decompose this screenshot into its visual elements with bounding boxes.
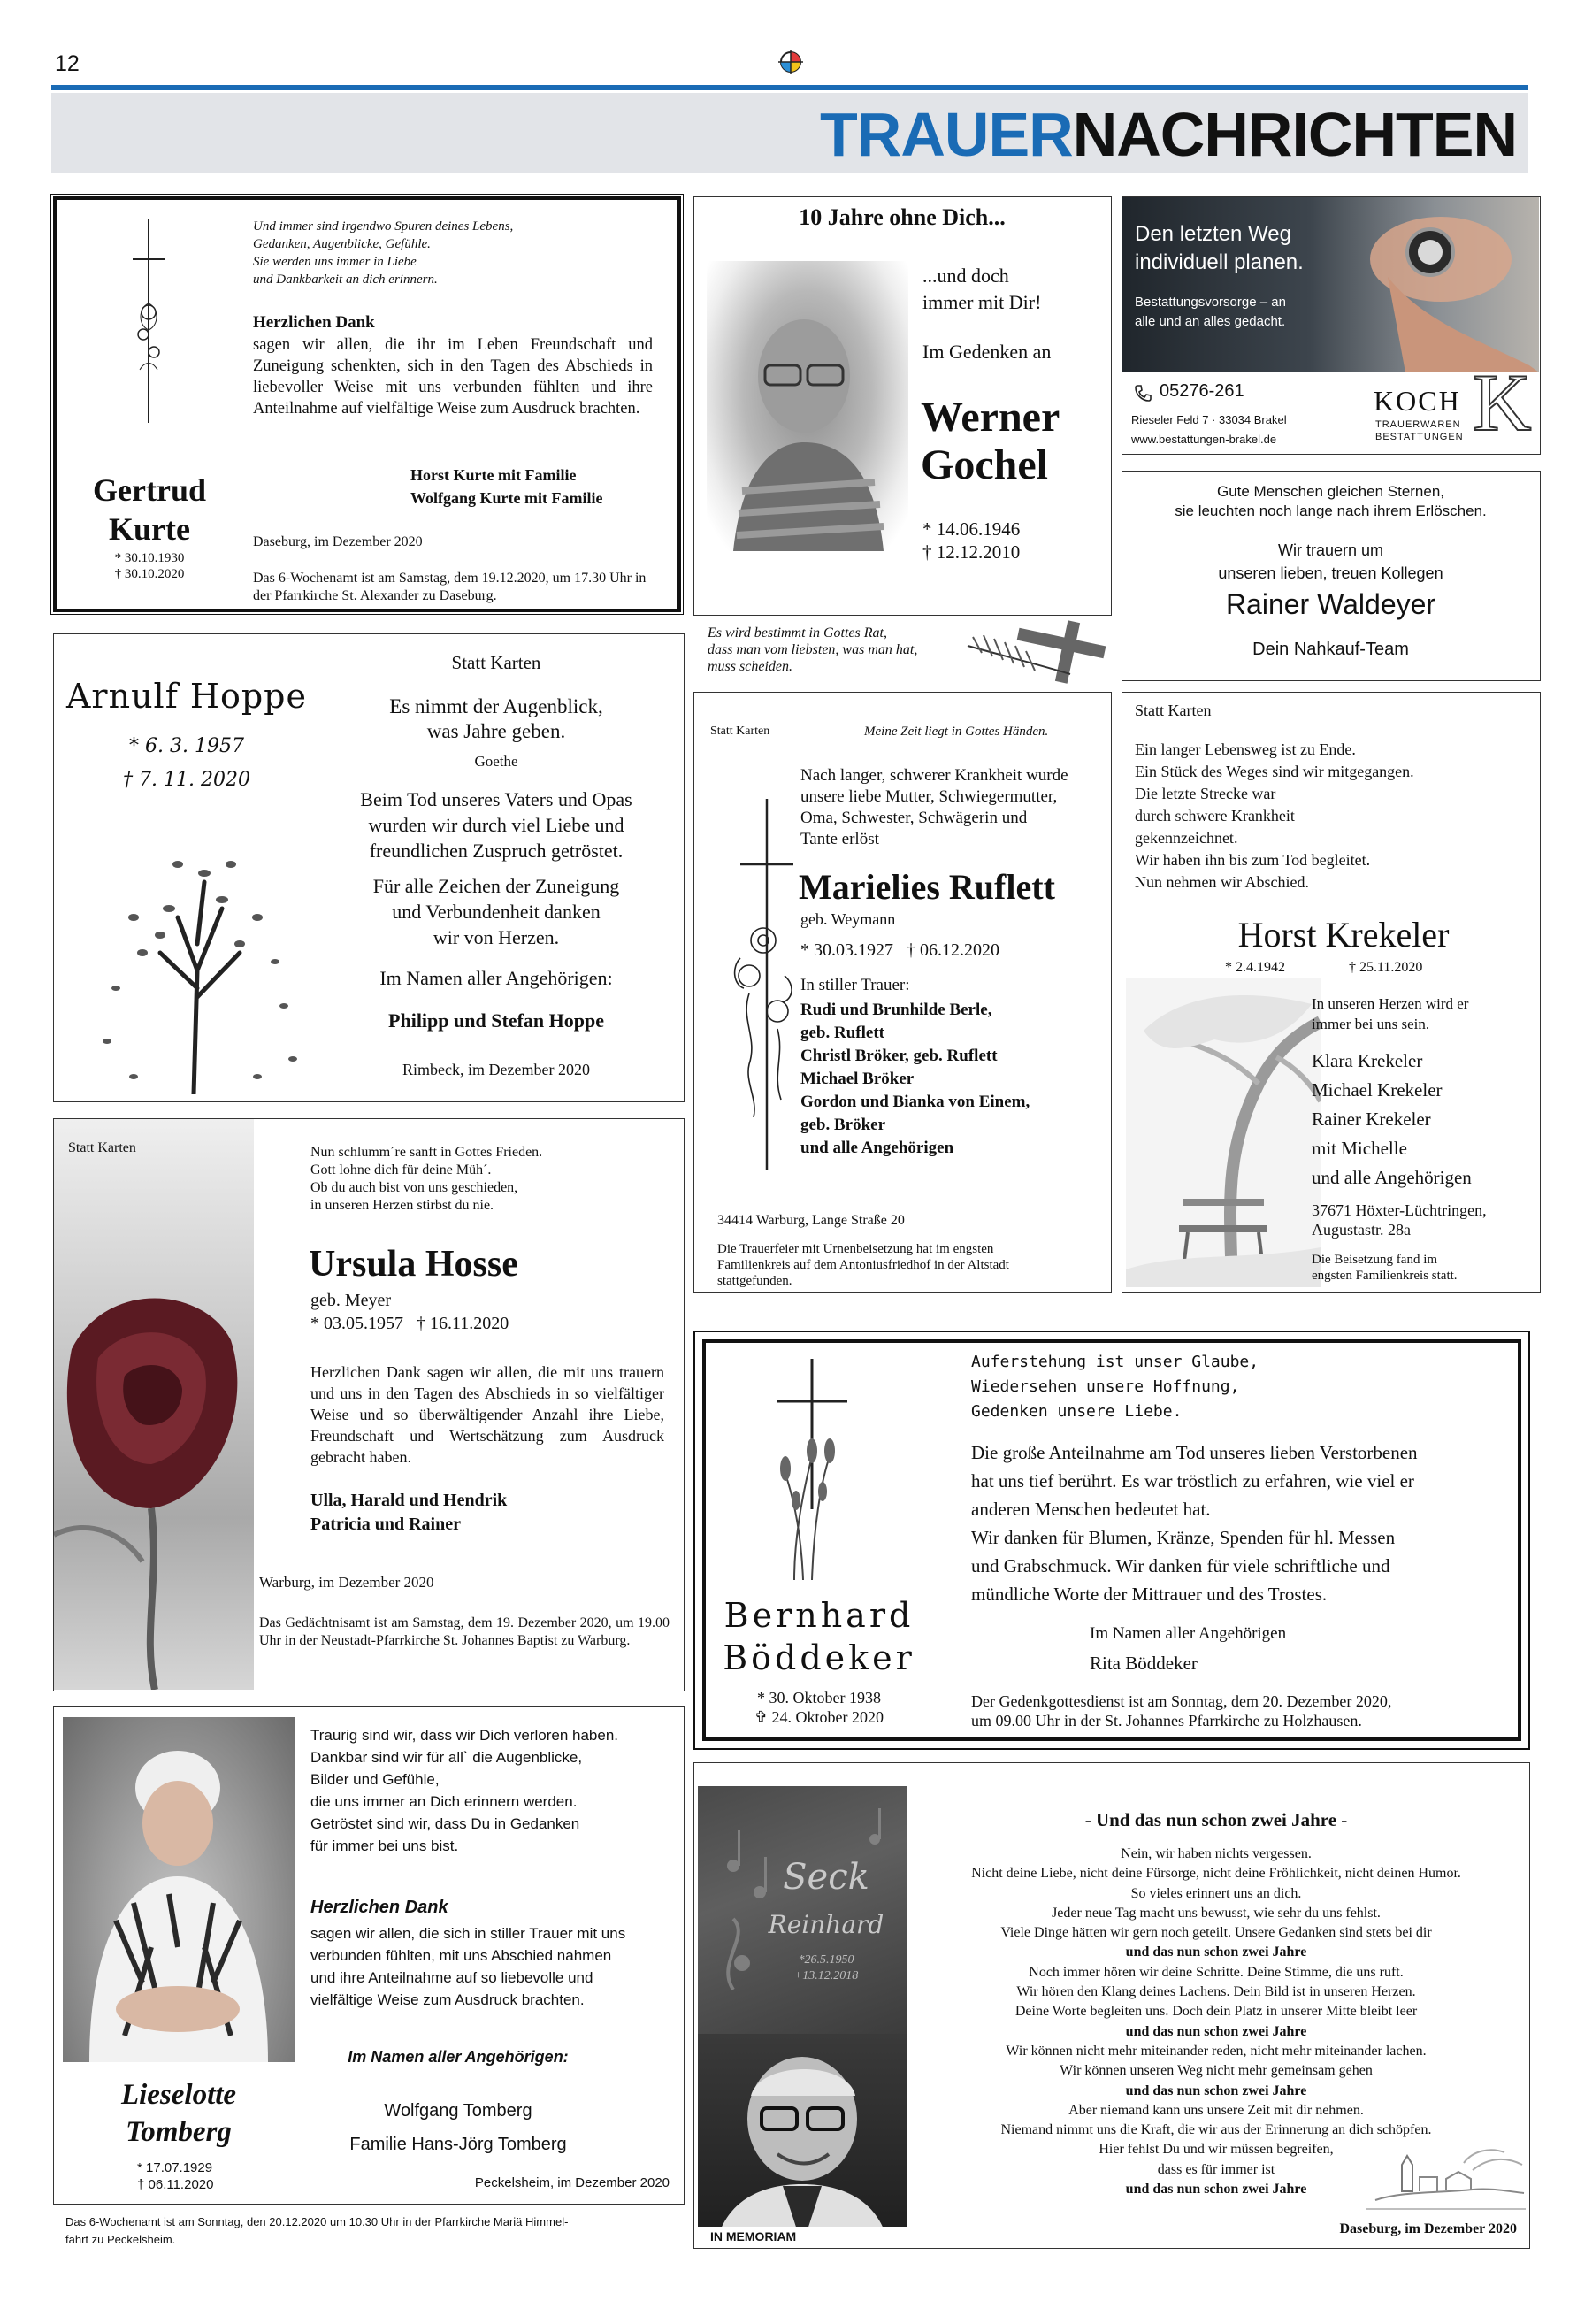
text-line: Nun nehmen wir Abschied. — [1135, 873, 1309, 891]
verse-line: sie leuchten noch lange nach ihrem Erlöschen. — [1175, 502, 1487, 519]
deceased-name: Horst Krekeler — [1237, 915, 1450, 955]
notice-line: um 09.00 Uhr in der St. Johannes Pfarrkirche zu Holzhausen. — [971, 1712, 1362, 1730]
verse-line: für immer bei uns bist. — [310, 1837, 459, 1854]
place-date: Peckelsheim, im Dezember 2020 — [474, 2175, 670, 2190]
signer: Wolfgang Kurte mit Familie — [410, 489, 603, 507]
poem-line: Wir hören den Klang deines Lachens. Dein Bild ist in unseren Herzen. — [1016, 1984, 1416, 2000]
sign-intro: Im Namen aller Angehörigen: — [379, 967, 613, 989]
text-line: Wir haben ihn bis zum Tod begleitet. — [1135, 851, 1371, 869]
signer: Ulla, Harald und Hendrik — [310, 1491, 508, 1510]
life-dates: * 30.03.1927 † 06.12.2020 — [800, 940, 999, 960]
death-date: † 12.12.2010 — [922, 541, 1021, 563]
born-date: * 2.4.1942 — [1225, 960, 1285, 975]
verse-line: die uns immer an Dich erinnern werden. — [310, 1793, 578, 1810]
intro-line: Tante erlöst — [800, 830, 879, 848]
verse-line: in unseren Herzen stirbst du nie. — [310, 1198, 494, 1213]
mourner: Michael Bröker — [800, 1070, 915, 1088]
text-line: mündliche Worte der Mittrauer und des Trostes. — [971, 1584, 1328, 1605]
intro-line: Oma, Schwester, Schwägerin und — [800, 809, 1028, 827]
cross-wheat-icon — [759, 1359, 856, 1580]
motto: Meine Zeit liegt in Gottes Händen. — [864, 725, 1049, 739]
poem-line: Wir können unseren Weg nicht mehr gemeinsam gehen — [1060, 2063, 1373, 2079]
ad-headline: Den letzten Weg — [1135, 222, 1291, 246]
text-line: und Grabschmuck. Wir danken für viele schriftliche und — [971, 1555, 1390, 1576]
portrait-photo — [707, 261, 908, 551]
text-line: anderen Menschen bedeutet hat. — [971, 1499, 1211, 1520]
page-title — [796, 99, 1517, 170]
plate-first-name: Seck — [783, 1857, 869, 1898]
last-name: Tomberg — [126, 2116, 232, 2148]
poem-line: Viele Dinge hätten wir gern noch geteilt. Unsere Gedanken sind stets bei dir — [1000, 1925, 1432, 1941]
statt-karten: Statt Karten — [451, 652, 541, 673]
obituary-hoppe — [53, 633, 685, 1102]
tomberg-notice-line: fahrt zu Peckelsheim. — [65, 2233, 176, 2246]
text-line: Ein Stück des Weges sind wir mitgegangen. — [1135, 763, 1414, 780]
first-name: Bernhard — [723, 1596, 915, 1635]
text-line: wir von Herzen. — [433, 926, 560, 948]
page-number: 12 — [55, 51, 80, 76]
signers: Philipp und Stefan Hoppe — [388, 1009, 604, 1032]
obituary-gochel — [693, 196, 1112, 616]
title-part-black: NACHRICHTEN — [1072, 100, 1517, 169]
quote-line: Es wird bestimmt in Gottes Rat, — [708, 625, 887, 640]
verse-line: Getröstet sind wir, dass Du in Gedanken — [310, 1815, 580, 1832]
mourner: Michael Krekeler — [1312, 1079, 1443, 1101]
poem-line: Nicht deine Liebe, nicht deine Fürsorge, nicht deine Fröhlichkeit, nicht deinen Humor. — [971, 1866, 1461, 1882]
text-line: freundlichen Zuspruch getröstet. — [369, 840, 624, 862]
last-name: Böddeker — [723, 1638, 915, 1677]
deceased-name: Ursula Hosse — [309, 1244, 518, 1285]
plate-last-name: Reinhard — [768, 1910, 884, 1939]
place-date: Warburg, im Dezember 2020 — [259, 1574, 434, 1591]
title-part-blue: TRAUER — [820, 100, 1073, 169]
plate-died: +13.12.2018 — [793, 1969, 859, 1983]
verse-line: Wiedersehen unsere Hoffnung, — [971, 1377, 1240, 1396]
poem-line: Jeder neue Tag macht uns bewusst, wie sehr du uns fehlst. — [1052, 1905, 1381, 1921]
mourner: geb. Ruflett — [800, 1024, 884, 1042]
memorial-title: - Und das nun schon zwei Jahre - — [1084, 1809, 1348, 1830]
mourner: geb. Bröker — [800, 1116, 886, 1134]
signer: Horst Kurte mit Familie — [410, 466, 577, 484]
quote-author: Goethe — [474, 753, 518, 770]
statt-karten: Statt Karten — [1135, 702, 1212, 719]
ad-subline: alle und an alles gedacht. — [1135, 314, 1286, 329]
verse-line: Und immer sind irgendwo Spuren deines Lebens, — [253, 219, 514, 234]
poem-line: Nein, wir haben nichts vergessen. — [1121, 1846, 1312, 1861]
ad-subline: Bestattungsvorsorge – an — [1135, 295, 1286, 310]
verse-line: Dankbar sind wir für all` die Augenblicke, — [310, 1749, 583, 1766]
last-name: Kurte — [109, 511, 190, 547]
mourner: Klara Krekeler — [1312, 1050, 1423, 1071]
text-line: gekennzeichnet. — [1135, 829, 1238, 847]
mourner: und alle Angehörigen — [800, 1139, 954, 1157]
poem-line: Niemand nimmt uns die Kraft, die wir aus der Erinnerung an dich schöpfen. — [1000, 2122, 1432, 2138]
death-date: † 30.10.2020 — [114, 567, 185, 581]
verse-line: Auferstehung ist unser Glaube, — [971, 1353, 1259, 1371]
ad-address: Rieseler Feld 7 · 33034 Brakel — [1131, 413, 1287, 426]
text-line: hat uns tief berührt. Es war tröstlich zu erfahren, wie viel er — [971, 1470, 1414, 1492]
quote-line: muss scheiden. — [708, 659, 792, 674]
ad-web: www.bestattungen-brakel.de — [1131, 433, 1277, 446]
thanks-heading: Herzlichen Dank — [253, 313, 375, 332]
brand-name: KOCH — [1374, 385, 1461, 417]
poem-line: Noch immer hören wir deine Schritte. Deine Stimme, die uns ruft. — [1029, 1964, 1404, 1980]
ad-koch-bestattungen — [1122, 196, 1541, 455]
obituary-hosse — [53, 1118, 685, 1691]
obituary-kurte — [53, 196, 681, 612]
intro-line: Nach langer, schwerer Krankheit wurde — [800, 766, 1068, 785]
refrain-line: und das nun schon zwei Jahre — [1125, 1944, 1307, 1960]
mourner: Rainer Krekeler — [1312, 1108, 1431, 1130]
place-date: Rimbeck, im Dezember 2020 — [402, 1061, 590, 1078]
poem-line: So vieles erinnert uns an dich. — [1130, 1885, 1302, 1901]
phone-icon — [1133, 383, 1152, 403]
notice: Das 6-Wochenamt ist am Samstag, dem 19.12.2020, um 17.30 Uhr in der Pfarrkirche St. Alexander zu Daseburg. — [253, 571, 647, 603]
obituary-boeddeker — [693, 1331, 1530, 1750]
mourner: mit Michelle — [1312, 1138, 1407, 1159]
address-line: 37671 Höxter-Lüchtringen, — [1312, 1201, 1487, 1219]
brand-letter-logo: K — [1473, 357, 1532, 448]
obituary-seck — [693, 1762, 1530, 2249]
signer: Wolfgang Tomberg — [384, 2101, 532, 2121]
obituary-ruflett — [693, 692, 1112, 1293]
poem-line: Wir können nicht mehr miteinander reden, nicht mehr miteinander lachen. — [1006, 2043, 1427, 2059]
deceased-name: Arnulf Hoppe — [65, 677, 307, 716]
sign-intro: Im Namen aller Angehörigen — [1090, 1624, 1287, 1643]
thanks-heading: Herzlichen Dank — [310, 1898, 448, 1917]
first-name: Lieselotte — [120, 2079, 237, 2111]
verse-line: Bilder und Gefühle, — [310, 1771, 440, 1788]
registration-mark-icon — [778, 50, 803, 74]
maiden-name: geb. Weymann — [800, 910, 896, 928]
text-line: Ein langer Lebensweg ist zu Ende. — [1135, 740, 1356, 758]
memorial-banner: IN MEMORIAM — [698, 2227, 907, 2246]
born-date: * 17.07.1929 — [137, 2160, 213, 2175]
brand-sub: TRAUERWAREN — [1375, 419, 1461, 430]
heart-line: In unseren Herzen wird er — [1312, 995, 1469, 1012]
poem-line: Aber niemand kann uns unsere Zeit mit dir nehmen. — [1068, 2102, 1364, 2118]
thanks-line: verbunden fühlten, mit uns Abschied nahmen — [310, 1947, 612, 1964]
notice-line: Der Gedenkgottesdienst ist am Sonntag, dem 20. Dezember 2020, — [971, 1692, 1392, 1710]
anniversary-title: 10 Jahre ohne Dich... — [799, 204, 1006, 230]
death-date: ✞ 24. Oktober 2020 — [754, 1708, 884, 1726]
text-line: durch schwere Krankheit — [1135, 807, 1295, 825]
heart-line: immer bei uns sein. — [1312, 1016, 1430, 1032]
verse-line: Traurig sind wir, dass wir Dich verloren haben. — [310, 1727, 619, 1744]
obituary-tomberg — [53, 1706, 685, 2205]
intro-line: unseren lieben, treuen Kollegen — [1218, 564, 1443, 582]
poem-line: Deine Worte begleiten uns. Doch dein Platz in unserer Mitte bleibt leer — [1014, 2004, 1418, 2020]
memory-line: Im Gedenken an — [922, 341, 1052, 363]
place-date: Daseburg, im Dezember 2020 — [1339, 2221, 1517, 2236]
ad-phone: 05276-261 — [1160, 381, 1244, 401]
death-date: † 06.11.2020 — [137, 2177, 214, 2192]
thanks-line: und ihre Anteilnahme auf so liebevolle und — [310, 1969, 593, 1986]
portrait-photo — [698, 2034, 907, 2246]
text-line: Die große Anteilnahme am Tod unseres lieben Verstorbenen — [971, 1442, 1418, 1463]
signer: Familie Hans-Jörg Tomberg — [349, 2135, 567, 2154]
plate-born: *26.5.1950 — [798, 1953, 854, 1967]
refrain-line: und das nun schon zwei Jahre — [1125, 2082, 1307, 2098]
thanks-line: vielfältige Weise zum Ausdruck brachten. — [310, 1991, 585, 2008]
notice-line: Familienkreis auf dem Antoniusfriedhof in der Altstadt — [717, 1258, 1009, 1272]
signer: Rita Böddeker — [1090, 1653, 1198, 1674]
address: 34414 Warburg, Lange Straße 20 — [717, 1213, 905, 1228]
death-date: † 7. 11. 2020 — [123, 769, 250, 791]
born-date: * 14.06.1946 — [922, 518, 1021, 540]
thanks-text: sagen wir allen, die ihr im Leben Freundschaft und Zuneigung schenkten, sich in den Tagen des Abschieds in liebevoller Weise mit uns verbunden fühlten und ihre Anteilnahme auf vielfältige Weise zum Ausdruck brachten. — [253, 336, 653, 418]
portrait-photo — [63, 1717, 295, 2062]
header-rule-blue — [51, 85, 1528, 90]
quote-line: Es nimmt der Augenblick, — [389, 695, 603, 717]
memorial-plate — [698, 1786, 907, 2034]
text-line: Für alle Zeichen der Zuneigung — [372, 875, 620, 897]
line: immer mit Dir! — [922, 291, 1042, 313]
place-date: Daseburg, im Dezember 2020 — [253, 534, 423, 549]
tomberg-notice-line: Das 6-Wochenamt ist am Sonntag, den 20.12.2020 um 10.30 Uhr in der Pfarrkirche Mariä Himmel- — [65, 2215, 569, 2228]
mourn-intro: In stiller Trauer: — [800, 976, 910, 994]
address-line: Augustastr. 28a — [1312, 1221, 1411, 1239]
death-date: † 25.11.2020 — [1349, 960, 1423, 975]
cross-roses-icon — [714, 799, 811, 1170]
mourner: Rudi und Brunhilde Berle, — [800, 1001, 992, 1019]
first-name: Gertrud — [93, 472, 206, 508]
thanks-line: sagen wir allen, die sich in stiller Trauer mit uns — [310, 1925, 626, 1942]
statt-karten: Statt Karten — [68, 1140, 136, 1155]
quote-line: was Jahre geben. — [426, 720, 566, 742]
intro-line: Wir trauern um — [1277, 541, 1384, 559]
born-date: * 6. 3. 1957 — [129, 735, 244, 757]
signer: Patricia und Rainer — [310, 1515, 461, 1534]
obituary-waldeyer — [1122, 471, 1541, 681]
notice-line: engsten Familienkreis statt. — [1312, 1269, 1458, 1283]
text-line: wurden wir durch viel Liebe und — [368, 814, 624, 836]
mourner: Christl Bröker, geb. Ruflett — [800, 1047, 998, 1065]
last-name: Gochel — [921, 441, 1048, 488]
tree-icon — [80, 811, 319, 1094]
cross-palm-icon — [964, 619, 1114, 686]
brand-sub: BESTATTUNGEN — [1375, 432, 1464, 442]
life-dates: * 03.05.1957 † 16.11.2020 — [310, 1314, 509, 1333]
deceased-name: Rainer Waldeyer — [1225, 588, 1436, 620]
ad-headline: individuell planen. — [1135, 250, 1304, 274]
verse-line: Sie werden uns immer in Liebe — [253, 255, 417, 269]
first-name: Werner — [921, 394, 1060, 441]
ad-photo — [1122, 197, 1539, 372]
maiden-name: geb. Meyer — [310, 1291, 392, 1310]
mourner: und alle Angehörigen — [1312, 1167, 1472, 1188]
text-line: Die letzte Strecke war — [1135, 785, 1276, 802]
intro-line: unsere liebe Mutter, Schwiegermutter, — [800, 787, 1058, 806]
rose-photo — [54, 1119, 254, 1690]
notice-line: Die Beisetzung fand im — [1312, 1253, 1438, 1267]
verse-line: Gute Menschen gleichen Sternen, — [1216, 483, 1445, 500]
poem-line: Hier fehlst Du und wir müssen begreifen, — [1099, 2142, 1334, 2158]
line: ...und doch — [922, 265, 1009, 287]
verse-line: und Dankbarkeit an dich erinnern. — [253, 272, 438, 287]
mourner: Gordon und Bianka von Einem, — [800, 1093, 1030, 1111]
verse-line: Gedanken, Augenblicke, Gefühle. — [253, 237, 431, 251]
cross-rose-icon — [129, 219, 168, 423]
verse-line: Nun schlumm´re sanft in Gottes Frieden. — [310, 1145, 543, 1160]
refrain-line: und das nun schon zwei Jahre — [1125, 2182, 1307, 2197]
verse-line: Gott lohne dich für deine Müh´. — [310, 1162, 492, 1177]
village-sketch-icon — [1366, 2138, 1526, 2218]
sign-intro: Im Namen aller Angehörigen: — [348, 2048, 569, 2066]
born-date: * 30. Oktober 1938 — [757, 1689, 881, 1707]
quote-line: dass man vom liebsten, was man hat, — [708, 642, 918, 657]
thanks-text: Herzlichen Dank sagen wir allen, die mit uns trauern und uns in den Tagen des Abschieds in so vielfältiger Weise und so überwältigender Anzahl ihre Liebe, Freundschaft und Wertschätzung zum Ausdruck gebracht haben. — [310, 1363, 664, 1466]
verse-line: Gedenken unsere Liebe. — [971, 1402, 1183, 1421]
notice: Das Gedächtnisamt ist am Samstag, dem 19. Dezember 2020, um 19.00 Uhr in der Neustadt-Pfarrkirche St. Johannes Baptist zu Warburg. — [259, 1615, 670, 1648]
sender: Dein Nahkauf-Team — [1252, 640, 1409, 659]
refrain-line: und das nun schon zwei Jahre — [1125, 2023, 1307, 2039]
tree-bench-illustration — [1126, 978, 1321, 1287]
poem-line: dass es für immer ist — [1157, 2161, 1275, 2177]
text-line: Beim Tod unseres Vaters und Opas — [360, 788, 632, 810]
obituary-krekeler — [1122, 692, 1541, 1293]
text-line: und Verbundenheit danken — [392, 901, 601, 923]
notice-line: stattgefunden. — [717, 1274, 792, 1288]
text-line: Wir danken für Blumen, Kränze, Spenden für hl. Messen — [971, 1527, 1396, 1548]
notice-line: Die Trauerfeier mit Urnenbeisetzung hat im engsten — [717, 1242, 994, 1256]
statt-karten: Statt Karten — [710, 725, 770, 738]
born-date: * 30.10.1930 — [114, 551, 185, 565]
deceased-name: Marielies Ruflett — [799, 867, 1055, 907]
verse-line: Ob du auch bist von uns geschieden, — [310, 1180, 518, 1195]
